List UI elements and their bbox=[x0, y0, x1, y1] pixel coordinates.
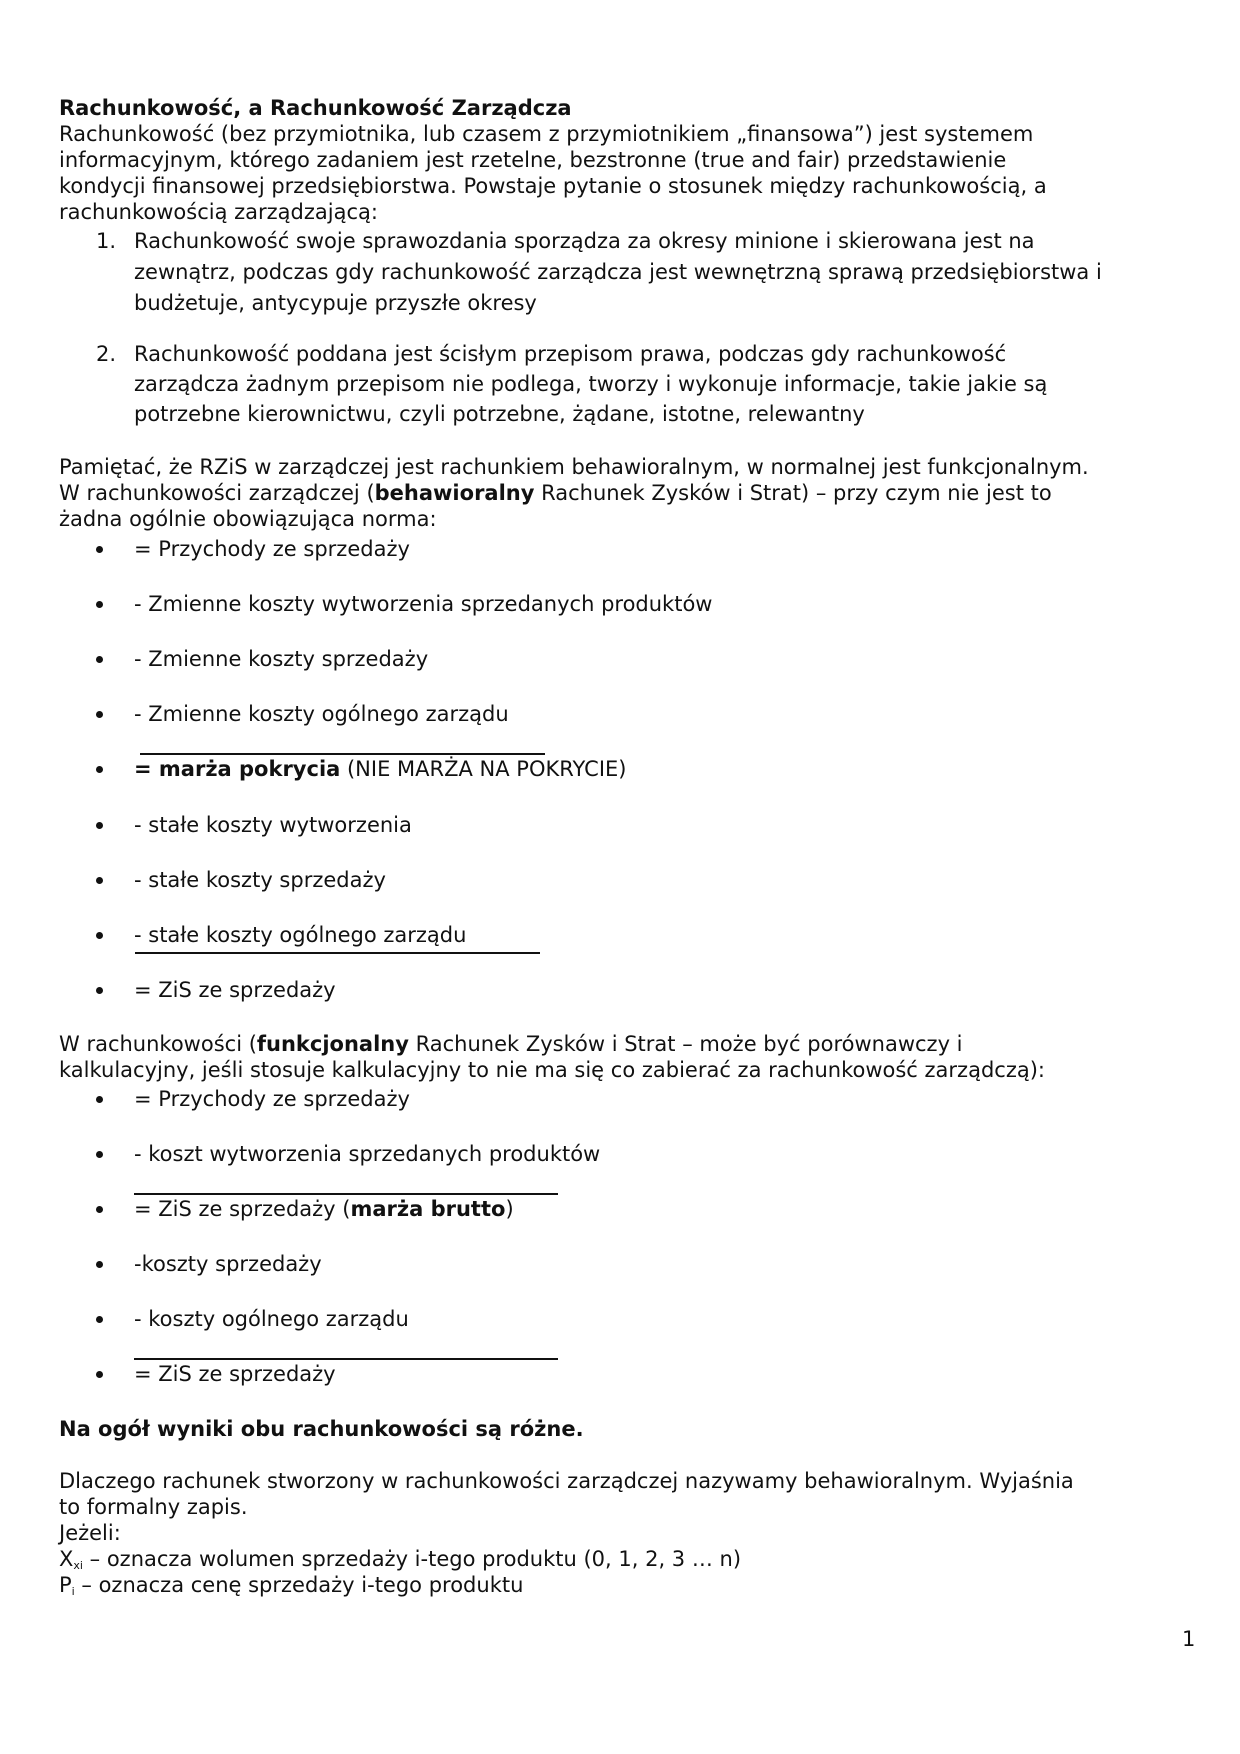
behavioral-intro-line: Pamiętać, że RZiS w zarządczej jest rachunkiem behawioralnym, w normalnej jest funkcjonalnym. bbox=[59, 455, 1089, 479]
bold-term: behawioralny bbox=[374, 481, 535, 505]
symbol: P bbox=[59, 1573, 72, 1597]
sum-divider bbox=[140, 753, 545, 755]
bullet-icon bbox=[96, 1361, 106, 1387]
behavioral-list-item: - stałe koszty ogólnego zarządu bbox=[134, 923, 467, 947]
behavioral-list-item: - Zmienne koszty sprzedaży bbox=[134, 647, 429, 671]
functional-list-item bbox=[134, 1196, 514, 1222]
text-segment: W rachunkowości zarządczej ( bbox=[59, 481, 375, 505]
behavioral-intro-line bbox=[59, 480, 1052, 506]
numbered-item-line: zewnątrz, podczas gdy rachunkowość zarządcza jest wewnętrzną sprawą przedsiębiorstwa i bbox=[134, 260, 1102, 284]
behavioral-list-item: - Zmienne koszty wytworzenia sprzedanych produktów bbox=[134, 592, 713, 616]
symbol-subscript: i bbox=[71, 1585, 75, 1598]
document-title: Rachunkowość, a Rachunkowość Zarządcza bbox=[59, 96, 572, 120]
numbered-item-line: budżetuje, antycypuje przyszłe okresy bbox=[134, 291, 537, 315]
text-segment: W rachunkowości ( bbox=[59, 1032, 257, 1056]
behavioral-list-item: = Przychody ze sprzedaży bbox=[134, 537, 410, 561]
bullet-icon bbox=[96, 756, 106, 782]
page-number: 1 bbox=[1182, 1627, 1196, 1651]
functional-list-item: = ZiS ze sprzedaży bbox=[134, 1362, 336, 1386]
behavioral-list-item: - stałe koszty sprzedaży bbox=[134, 868, 386, 892]
bullet-icon bbox=[96, 536, 106, 562]
bullet-icon bbox=[96, 1141, 106, 1167]
bullet-icon bbox=[96, 1306, 106, 1332]
numbered-item-line: zarządcza żadnym przepisom nie podlega, tworzy i wykonuje informacje, takie jakie są bbox=[134, 372, 1048, 396]
symbol-subscript: xi bbox=[73, 1559, 83, 1572]
question-line: to formalny zapis. bbox=[59, 1495, 248, 1519]
functional-intro-line bbox=[59, 1031, 963, 1057]
bold-term: = marża pokrycia bbox=[134, 757, 341, 781]
bullet-icon bbox=[96, 1196, 106, 1222]
intro-line: kondycji finansowej przedsiębiorstwa. Powstaje pytanie o stosunek między rachunkowością, a bbox=[59, 174, 1047, 198]
behavioral-list-item: - stałe koszty wytworzenia bbox=[134, 813, 412, 837]
definition-line bbox=[59, 1572, 523, 1605]
behavioral-list-item bbox=[134, 756, 627, 782]
text-segment: (NIE MARŻA NA POKRYCIE) bbox=[340, 757, 627, 781]
conclusion: Na ogół wyniki obu rachunkowości są różne. bbox=[59, 1417, 584, 1441]
if-label: Jeżeli: bbox=[59, 1521, 121, 1545]
behavioral-list-item: - Zmienne koszty ogólnego zarządu bbox=[134, 702, 509, 726]
functional-list-item: - koszt wytworzenia sprzedanych produktów bbox=[134, 1142, 601, 1166]
intro-line: Rachunkowość (bez przymiotnika, lub czasem z przymiotnikiem „finansowa”) jest systemem bbox=[59, 122, 1034, 146]
list-number: 1. bbox=[96, 229, 117, 253]
functional-list-item: = Przychody ze sprzedaży bbox=[134, 1087, 410, 1111]
question-line: Dlaczego rachunek stworzony w rachunkowości zarządczej nazywamy behawioralnym. Wyjaśnia bbox=[59, 1469, 1074, 1493]
numbered-item-line: Rachunkowość swoje sprawozdania sporządza za okresy minione i skierowana jest na bbox=[134, 229, 1035, 253]
bold-term: funkcjonalny bbox=[256, 1032, 409, 1056]
bullet-icon bbox=[96, 922, 106, 948]
sum-divider bbox=[134, 1358, 558, 1360]
symbol: X bbox=[59, 1547, 74, 1571]
bullet-icon bbox=[96, 867, 106, 893]
bullet-icon bbox=[96, 1251, 106, 1277]
definition-text: – oznacza cenę sprzedaży i-tego produktu bbox=[74, 1573, 524, 1597]
numbered-item-line: Rachunkowość poddana jest ścisłym przepisom prawa, podczas gdy rachunkowość bbox=[134, 342, 1007, 366]
intro-line: informacyjnym, którego zadaniem jest rzetelne, bezstronne (true and fair) przedstawienie bbox=[59, 148, 1007, 172]
bullet-icon bbox=[96, 812, 106, 838]
functional-intro-line: kalkulacyjny, jeśli stosuje kalkulacyjny to nie ma się co zabierać za rachunkowość zarządczą): bbox=[59, 1058, 1045, 1082]
bullet-icon bbox=[96, 1086, 106, 1112]
numbered-item-line: potrzebne kierownictwu, czyli potrzebne, żądane, istotne, relewantny bbox=[134, 402, 865, 426]
sum-divider bbox=[135, 952, 540, 954]
intro-line: rachunkowością zarządzającą: bbox=[59, 200, 378, 224]
bullet-icon bbox=[96, 701, 106, 727]
list-number: 2. bbox=[96, 342, 117, 366]
functional-list-item: - koszty ogólnego zarządu bbox=[134, 1307, 409, 1331]
bullet-icon bbox=[96, 977, 106, 1003]
text-segment: Rachunek Zysków i Strat) – przy czym nie jest to bbox=[534, 481, 1052, 505]
bold-term: marża brutto bbox=[350, 1197, 506, 1221]
bullet-icon bbox=[96, 646, 106, 672]
sum-divider bbox=[134, 1193, 558, 1195]
functional-list-item: -koszty sprzedaży bbox=[134, 1252, 322, 1276]
behavioral-list-item: = ZiS ze sprzedaży bbox=[134, 978, 336, 1002]
behavioral-intro-line: żadna ogólnie obowiązująca norma: bbox=[59, 507, 437, 531]
definition-text: – oznacza wolumen sprzedaży i-tego produktu (0, 1, 2, 3 … n) bbox=[82, 1547, 742, 1571]
text-segment: = ZiS ze sprzedaży ( bbox=[134, 1197, 351, 1221]
text-segment: ) bbox=[505, 1197, 514, 1221]
text-segment: Rachunek Zysków i Strat – może być porównawczy i bbox=[408, 1032, 963, 1056]
bullet-icon bbox=[96, 591, 106, 617]
